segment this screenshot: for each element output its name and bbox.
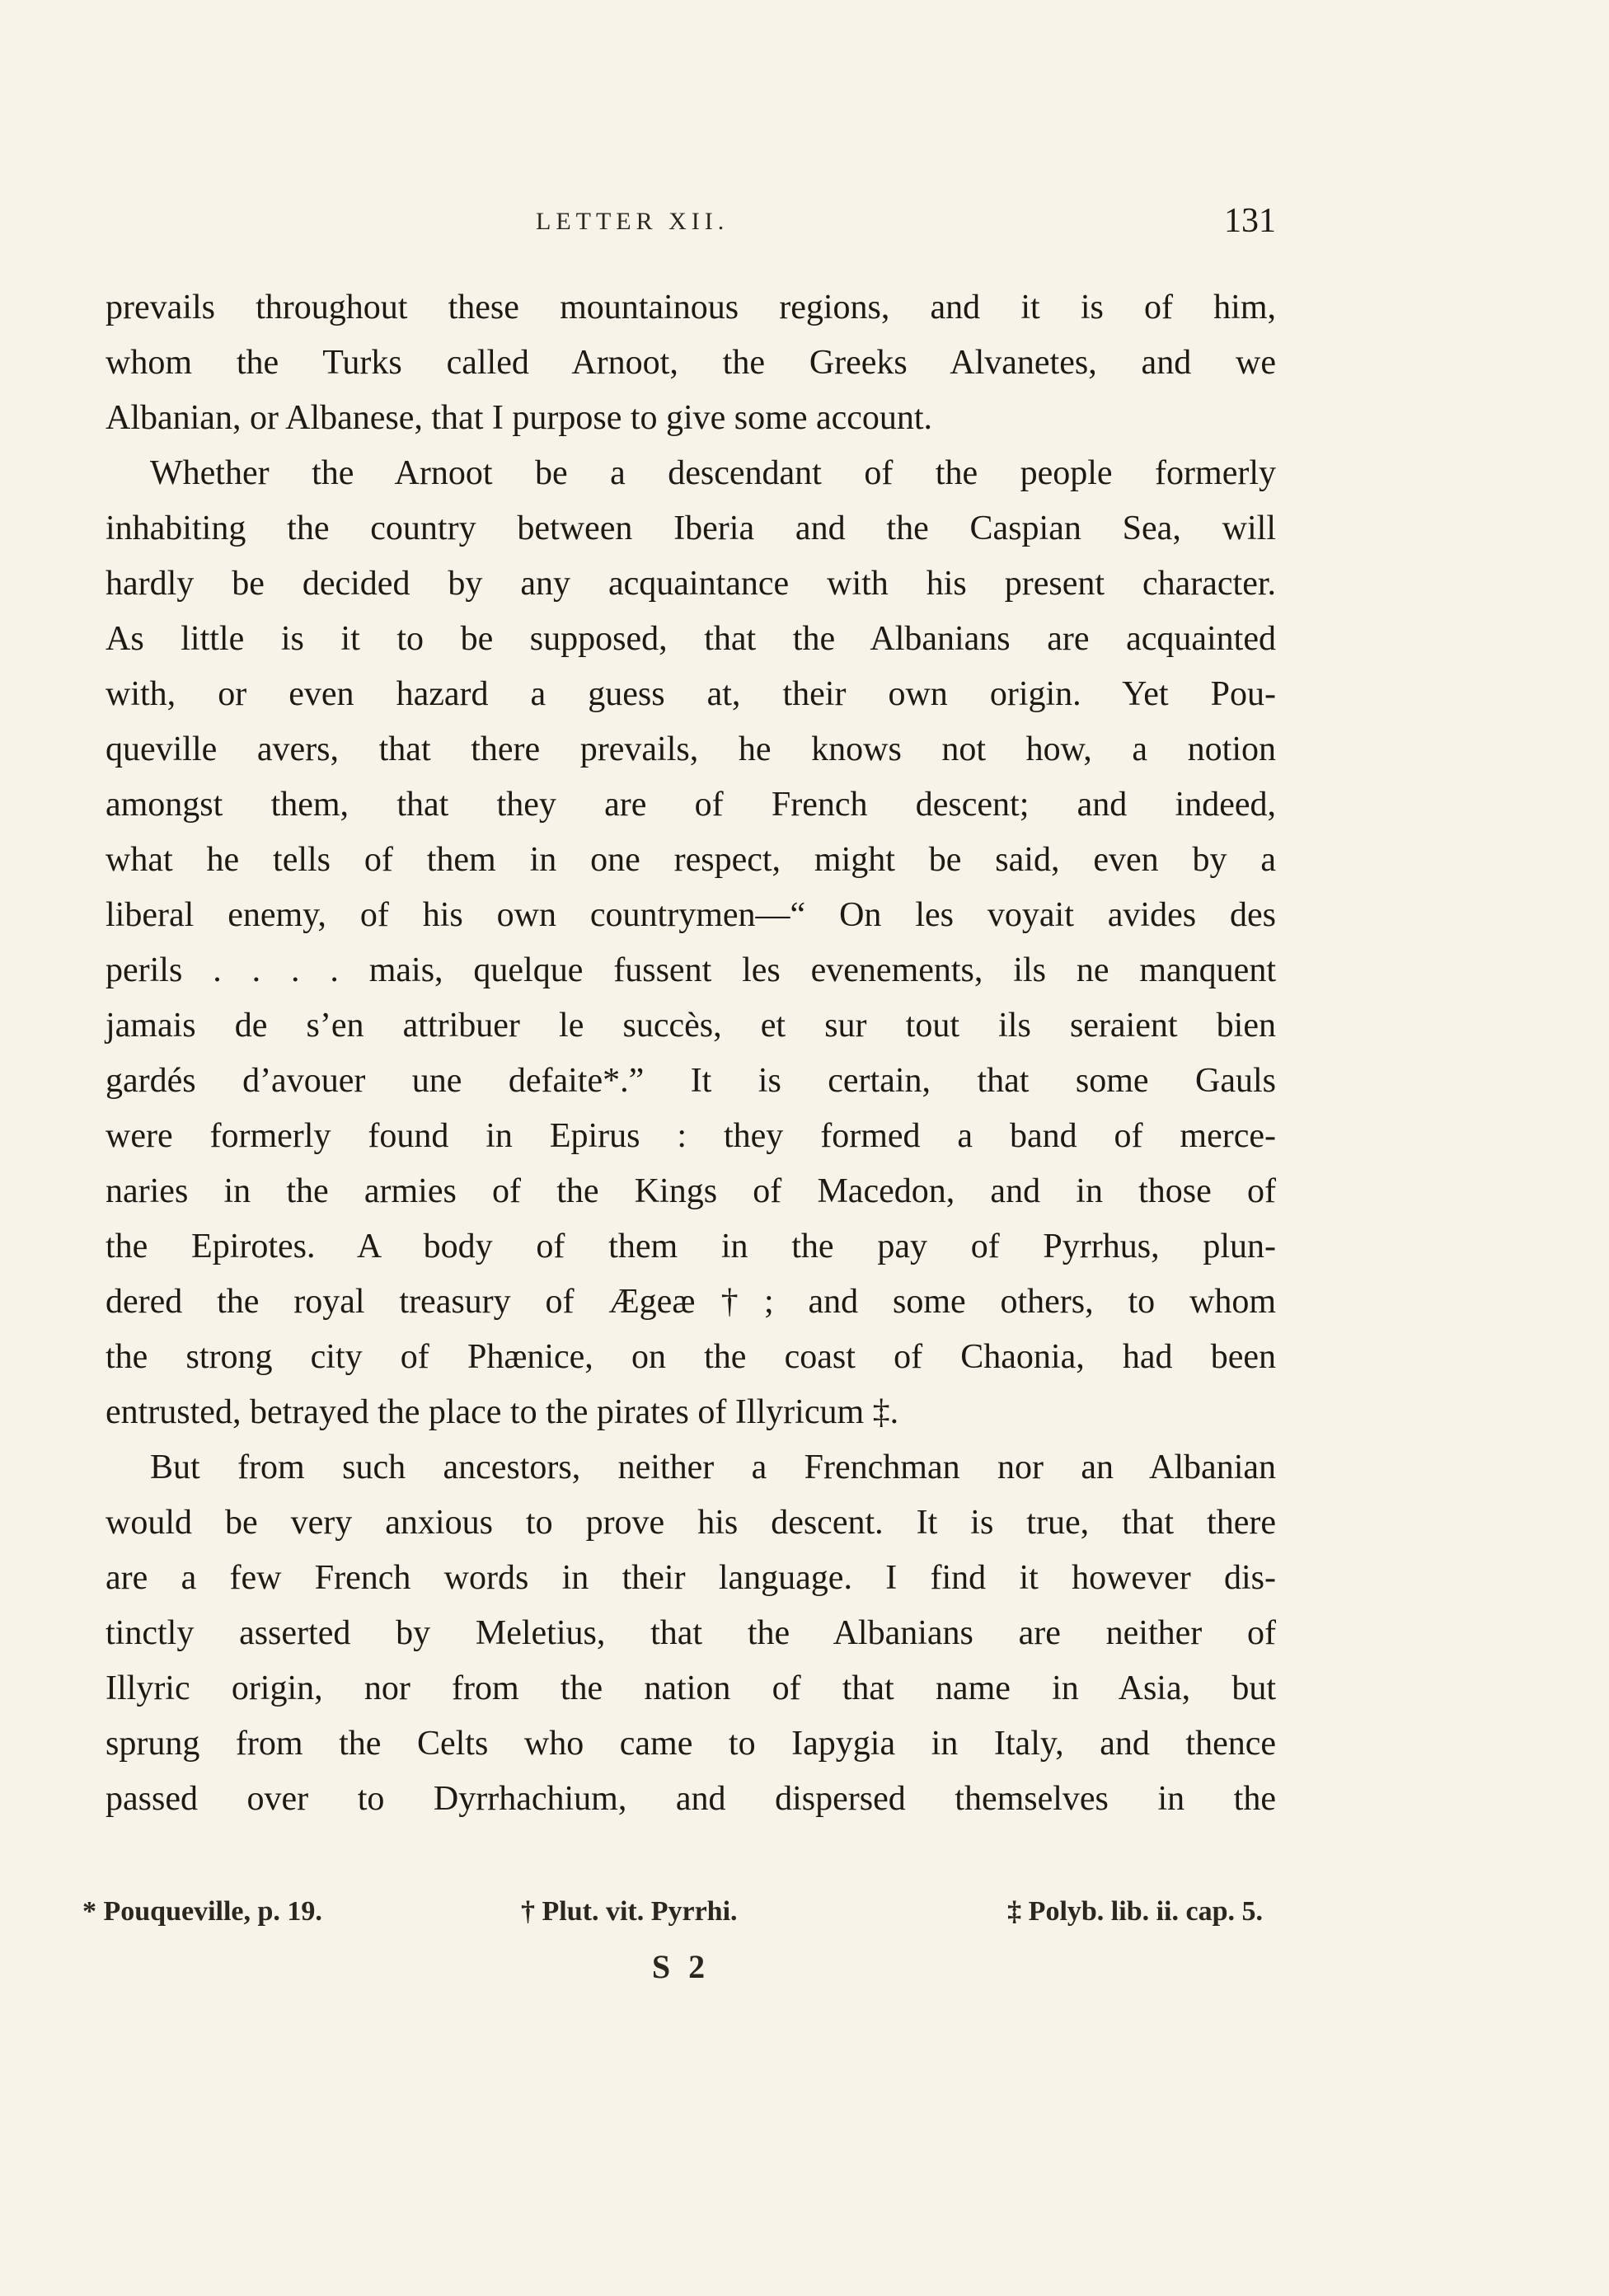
text-line: jamais de s’en attribuer le succès, et sur tout ils seraient bien: [106, 1007, 1276, 1045]
text-line: Albanian, or Albanese, that I purpose to give some account.: [106, 399, 933, 437]
footnote-3: ‡ Polyb. lib. ii. cap. 5.: [1007, 1896, 1263, 1927]
footnote-1: * Pouqueville, p. 19.: [82, 1896, 322, 1927]
text-line: whom the Turks called Arnoot, the Greeks Alvanetes, and we: [106, 344, 1276, 382]
footnote-2: † Plut. vit. Pyrrhi.: [521, 1896, 738, 1927]
text-line: inhabiting the country between Iberia and the Caspian Sea, will: [106, 509, 1276, 547]
text-line: were formerly found in Epirus : they formed a band of merce-: [106, 1117, 1276, 1155]
text-line: But from such ancestors, neither a Frenchman nor an Albanian: [150, 1448, 1276, 1486]
text-line: liberal enemy, of his own countrymen—“ On les voyait avides des: [106, 896, 1276, 934]
text-line: entrusted, betrayed the place to the pirates of Illyricum ‡.: [106, 1393, 899, 1431]
text-line: naries in the armies of the Kings of Macedon, and in those of: [106, 1172, 1276, 1210]
signature-mark: S 2: [651, 1948, 711, 1985]
text-line: are a few French words in their language. I find it however dis-: [106, 1559, 1276, 1597]
footnotes: [82, 1896, 1263, 1937]
text-line: tinctly asserted by Meletius, that the Albanians are neither of: [106, 1614, 1276, 1652]
text-line: Illyric origin, nor from the nation of that name in Asia, but: [106, 1669, 1276, 1707]
text-line: hardly be decided by any acquaintance with his present character.: [106, 565, 1276, 603]
running-title: LETTER XII.: [536, 208, 729, 235]
text-line: dered the royal treasury of Ægeæ†; and some others, to whom: [106, 1283, 1276, 1321]
text-line: Whether the Arnoot be a descendant of the people formerly: [150, 454, 1276, 492]
text-line: passed over to Dyrrhachium, and dispersed themselves in the: [106, 1780, 1276, 1818]
text-line: As little is it to be supposed, that the Albanians are acquainted: [106, 620, 1276, 658]
text-line: with, or even hazard a guess at, their own origin. Yet Pou-: [106, 675, 1276, 713]
running-head: [106, 201, 1276, 251]
page-number: 131: [1224, 202, 1276, 240]
text-line: the strong city of Phænice, on the coast of Chaonia, had been: [106, 1338, 1276, 1376]
text-line: gardés d’avouer une defaite*.” It is certain, that some Gauls: [106, 1062, 1276, 1100]
text-line: queville avers, that there prevails, he knows not how, a notion: [106, 730, 1276, 768]
text-line: amongst them, that they are of French descent; and indeed,: [106, 786, 1276, 824]
text-line: prevails throughout these mountainous regions, and it is of him,: [106, 289, 1276, 326]
text-line: sprung from the Celts who came to Iapygia in Italy, and thence: [106, 1725, 1276, 1763]
body-text: [106, 280, 1276, 1827]
text-line: the Epirotes. A body of them in the pay of Pyrrhus, plun-: [106, 1228, 1276, 1265]
text-line: would be very anxious to prove his descent. It is true, that there: [106, 1504, 1276, 1542]
text-line: what he tells of them in one respect, might be said, even by a: [106, 841, 1276, 879]
text-line: perils . . . . mais, quelque fussent les evenements, ils ne manquent: [106, 951, 1276, 989]
